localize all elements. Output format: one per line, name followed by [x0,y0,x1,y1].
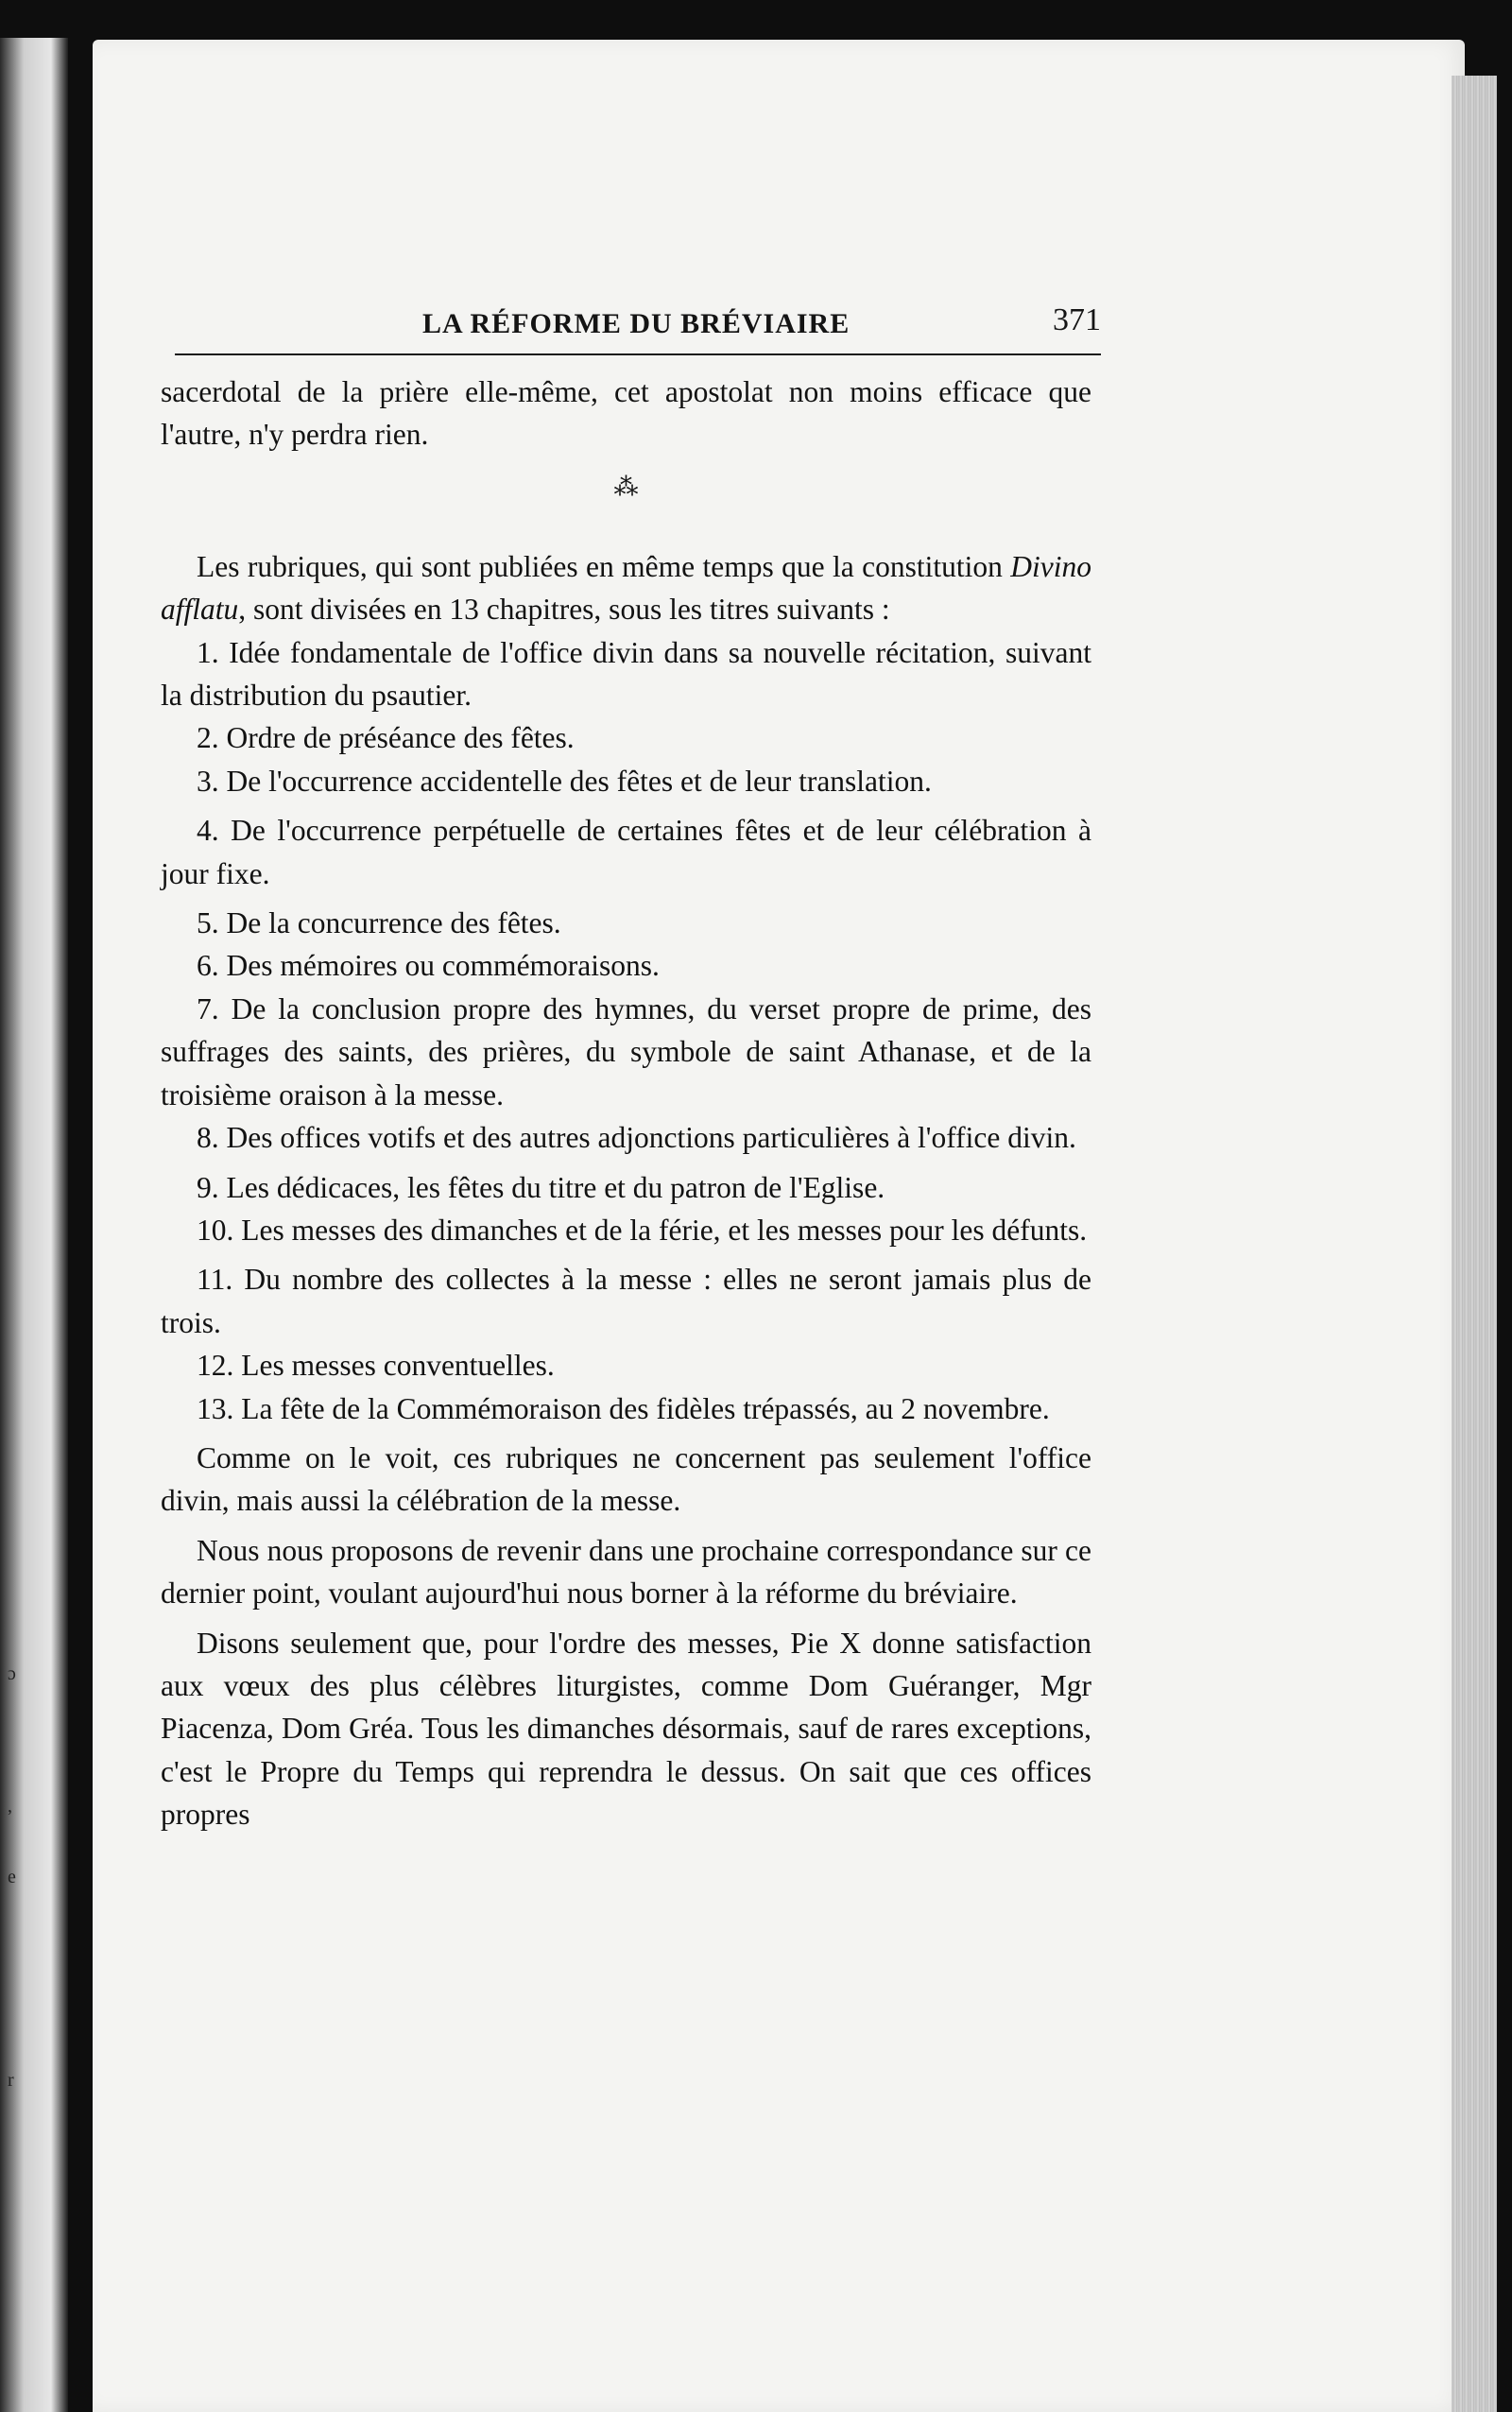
running-title: LA RÉFORME DU BRÉVIAIRE [422,308,850,339]
list-item: 6. Des mémoires ou commémoraisons. [197,949,660,983]
header-rule [175,353,1101,355]
lead-text-end: , sont divisées en 13 chapitres, sous les titres suivants : [238,593,890,627]
list-item: 13. La fête de la Commémoraison des fidèles trépassés, au 2 novembre. [197,1391,1050,1425]
margin-fragment: r [8,2070,14,2091]
running-head [175,297,1101,355]
margin-fragment: ɔ [8,1663,16,1684]
body-paragraph: Nous nous proposons de revenir dans une prochaine correspondance sur ce dernier point, voulant aujourd'hui nous borner à la réforme du bréviaire. [161,1533,1091,1611]
document-title: Divino afflatu [161,549,1091,627]
list-item: 7. De la conclusion propre des hymnes, du verset propre de prime, des suffrages des saints, des prières, du symbole de saint Athanase, et de la troisième oraison à la messe. [161,991,1091,1111]
page-number: 371 [1053,302,1101,337]
list-item: 3. De l'occurrence accidentelle des fêtes et de leur translation. [197,764,932,798]
list-item: 9. Les dédicaces, les fêtes du titre et du patron de l'Eglise. [197,1170,885,1204]
margin-fragment: e [8,1867,16,1887]
list-item: 10. Les messes des dimanches et de la férie, et les messes pour les défunts. [197,1213,1088,1247]
intro-paragraph: sacerdotal de la prière elle-même, cet apostolat non moins efficace que l'autre, n'y perdra rien. [161,375,1091,452]
list-item: 4. De l'occurrence perpétuelle de certaines fêtes et de leur célébration à jour fixe. [161,814,1091,890]
lead-paragraph [161,545,1091,631]
page-stack-edge [1452,76,1497,2412]
list-item: 12. Les messes conventuelles. [197,1349,555,1383]
asterism-divider [161,457,1091,545]
body-paragraph: Disons seulement que, pour l'ordre des messes, Pie X donne satisfaction aux vœux des plus célèbres liturgistes, comme Dom Guéranger, Mgr Piacenza, Dom Gréa. Tous les dimanches désormais, sauf de rares exceptions, c'est le Propre du Temps qui reprendra le dessus. On sait que ces offices propres [161,1626,1091,1832]
list-item: 8. Des offices votifs et des autres adjonctions particulières à l'office divin. [197,1121,1076,1155]
lead-text: Les rubriques, qui sont publiées en même temps que la constitution [197,549,1011,583]
body-paragraph: Comme on le voit, ces rubriques ne concernent pas seulement l'office divin, mais aussi la célébration de la messe. [161,1440,1091,1518]
list-item: 1. Idée fondamentale de l'office divin dans sa nouvelle récitation, suivant la distribution du psautier. [161,635,1091,713]
asterism-glyph: ⁂ [613,473,639,501]
margin-fragment: , [8,1796,12,1817]
adjacent-page-edge [0,38,68,2412]
list-item: 11. Du nombre des collectes à la messe : elles ne seront jamais plus de trois. [161,1263,1091,1339]
list-item: 2. Ordre de préséance des fêtes. [197,721,575,755]
page-text [161,370,1091,1836]
list-item: 5. De la concurrence des fêtes. [197,906,561,940]
